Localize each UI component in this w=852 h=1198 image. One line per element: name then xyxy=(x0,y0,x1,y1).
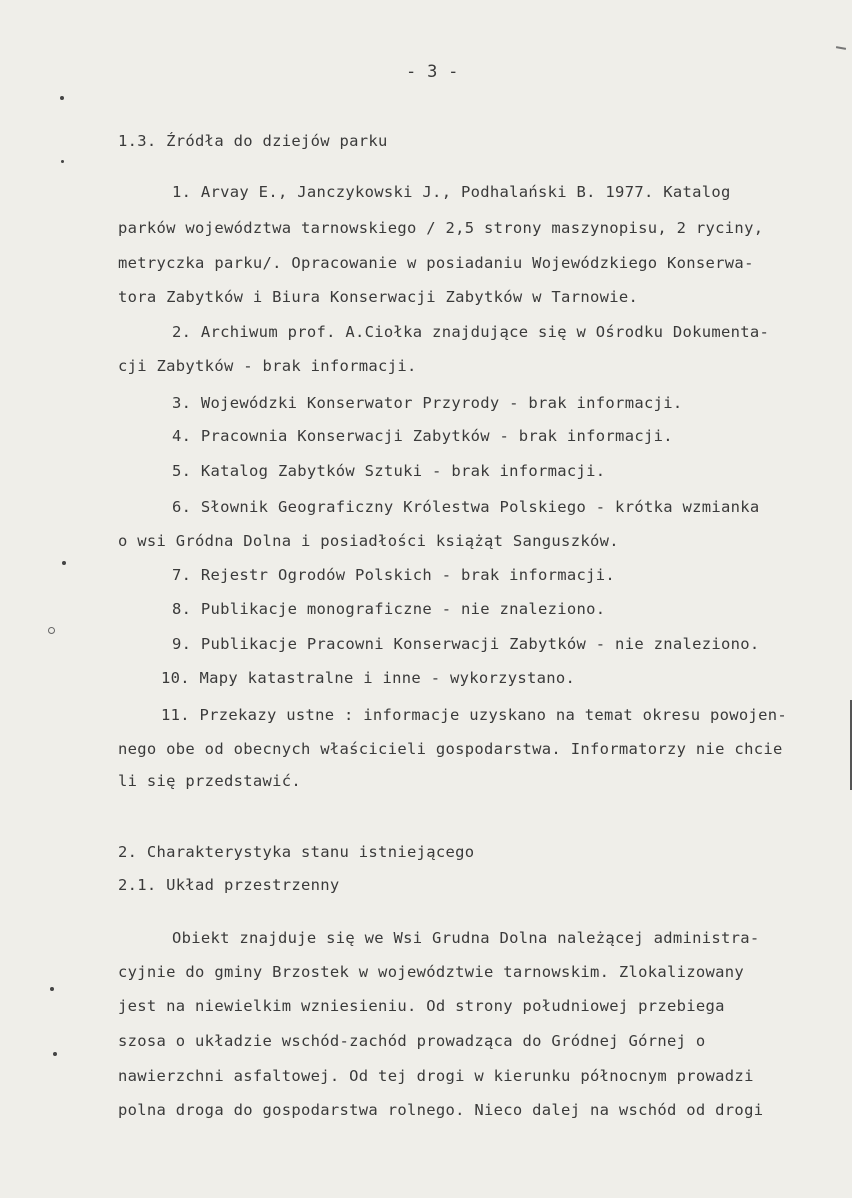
text-line: szosa o układzie wschód-zachód prowadząca do Gródnej Górnej o xyxy=(118,1032,706,1050)
section-heading: 2. Charakterystyka stanu istniejącego xyxy=(118,843,475,861)
text-line: 7. Rejestr Ogrodów Polskich - brak informacji. xyxy=(172,566,616,584)
text-line: cji Zabytków - brak informacji. xyxy=(118,357,417,375)
text-line: 2. Archiwum prof. A.Ciołka znajdujące się w Ośrodku Dokumenta- xyxy=(172,323,770,341)
text-line: 11. Przekazy ustne : informacje uzyskano na temat okresu powojen- xyxy=(161,706,788,724)
text-line: 8. Publikacje monograficzne - nie znaleziono. xyxy=(172,600,606,618)
text-line: Obiekt znajduje się we Wsi Grudna Dolna należącej administra- xyxy=(172,929,760,947)
margin-ring xyxy=(48,627,55,634)
text-line: nego obe od obecnych właścicieli gospodarstwa. Informatorzy nie chcie xyxy=(118,740,783,758)
margin-dot xyxy=(50,987,54,991)
text-line: cyjnie do gminy Brzostek w województwie tarnowskim. Zlokalizowany xyxy=(118,963,745,981)
text-line: nawierzchni asfaltowej. Od tej drogi w kierunku północnym prowadzi xyxy=(118,1067,754,1085)
text-line: 3. Wojewódzki Konserwator Przyrody - brak informacji. xyxy=(172,394,683,412)
text-line: 4. Pracownia Konserwacji Zabytków - brak informacji. xyxy=(172,427,673,445)
margin-dot xyxy=(60,96,64,100)
margin-dot xyxy=(62,561,66,565)
subsection-heading: 2.1. Układ przestrzenny xyxy=(118,876,340,894)
text-line: 5. Katalog Zabytków Sztuki - brak informacji. xyxy=(172,462,606,480)
margin-dot xyxy=(53,1052,57,1056)
text-line: 6. Słownik Geograficzny Królestwa Polskiego - krótka wzmianka xyxy=(172,498,760,516)
text-line: o wsi Gródna Dolna i posiadłości książąt Sanguszków. xyxy=(118,532,619,550)
text-line: metryczka parku/. Opracowanie w posiadaniu Wojewódzkiego Konserwa- xyxy=(118,254,754,272)
text-line: 9. Publikacje Pracowni Konserwacji Zabytków - nie znaleziono. xyxy=(172,635,760,653)
corner-mark xyxy=(836,46,846,50)
margin-dot xyxy=(61,160,64,163)
text-line: 1. Arvay E., Janczykowski J., Podhalański B. 1977. Katalog xyxy=(172,183,731,201)
text-line: tora Zabytków i Biura Konserwacji Zabytków w Tarnowie. xyxy=(118,288,639,306)
text-line: jest na niewielkim wzniesieniu. Od strony południowej przebiega xyxy=(118,997,725,1015)
text-line: 10. Mapy katastralne i inne - wykorzystano. xyxy=(161,669,576,687)
page-number: - 3 - xyxy=(406,62,459,82)
text-line: li się przedstawić. xyxy=(118,772,302,790)
text-line: polna droga do gospodarstwa rolnego. Nieco dalej na wschód od drogi xyxy=(118,1101,764,1119)
section-heading: 1.3. Źródła do dziejów parku xyxy=(118,132,388,150)
text-line: parków województwa tarnowskiego / 2,5 strony maszynopisu, 2 ryciny, xyxy=(118,219,764,237)
